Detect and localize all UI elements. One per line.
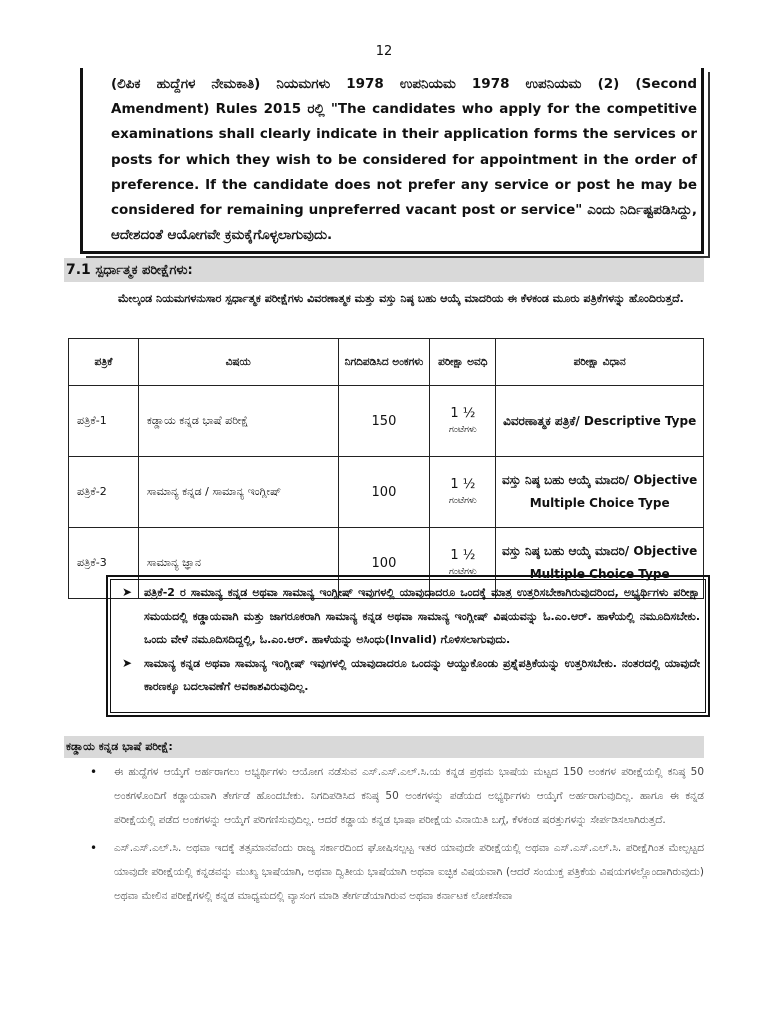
header-method: ಪರೀಕ್ಷಾ ವಿಧಾನ bbox=[496, 339, 704, 386]
bullet-dot-icon: • bbox=[90, 765, 98, 779]
intro-paragraph: ಮೇಲ್ಕಂಡ ನಿಯಮಗಳನುಸಾರ ಸ್ಪರ್ಧಾತ್ಮಕ ಪರೀಕ್ಷೆಗಳು ವಿವರಣಾತ್ಮಕ ಮತ್ತು ವಸ್ತು ನಿಷ್ಠ ಬಹು ಆಯ್ಕೆ ಮಾದರಿಯ ಈ ಕೆಳಕಂಡ ಮೂರು ಪತ್ರಿಕೆಗಳನ್ನು ಹೊಂದಿರುತ್ತದೆ. bbox=[118, 292, 684, 305]
notes-box bbox=[106, 575, 710, 717]
header-subject: ವಿಷಯ bbox=[138, 339, 338, 386]
list-item bbox=[90, 836, 704, 908]
cell-method: ವಿವರಣಾತ್ಮಕ ಪತ್ರಿಕೆ/ Descriptive Type bbox=[496, 386, 704, 457]
duration-unit: ಗಂಟೆಗಳು bbox=[448, 425, 477, 435]
bullet-list bbox=[90, 760, 704, 912]
duration-value: 1 ½ bbox=[450, 548, 476, 563]
note-text: ಸಾಮಾನ್ಯ ಕನ್ನಡ ಅಥವಾ ಸಾಮಾನ್ಯ ಇಂಗ್ಲೀಷ್ ಇವುಗಳಲ್ಲಿ ಯಾವುದಾದರೂ ಒಂದನ್ನು ಆಯ್ದುಕೊಂಡು ಪ್ರಶ್ನೆಪತ್ರಿಕೆಯನ್ನು ಉತ್ತರಿಸಬೇಕು. ನಂತರದಲ್ಲಿ ಯಾವುದೇ ಕಾರಣಕ್ಕೂ ಬದಲಾವಣೆಗೆ ಅವಕಾಶವಿರುವುದಿಲ್ಲ. bbox=[144, 656, 700, 693]
header-marks: ನಿಗದಿಪಡಿಸಿದ ಅಂಕಗಳು bbox=[338, 339, 430, 386]
list-item-text: ಎಸ್.ಎಸ್.ಎಲ್.ಸಿ. ಅಥವಾ ಇದಕ್ಕೆ ತತ್ಸಮಾನವೆಂದು ರಾಜ್ಯ ಸರ್ಕಾರದಿಂದ ಘೋಷಿಸಲ್ಪಟ್ಟ ಇತರ ಯಾವುದೇ ಪರೀಕ್ಷೆಯಲ್ಲಿ ಅಥವಾ ಎಸ್.ಎಸ್.ಎಲ್.ಸಿ. ಪರೀಕ್ಷೆಗಿಂತ ಮೇಲ್ಪಟ್ಟದ ಯಾವುದೇ ಪರೀಕ್ಷೆಯಲ್ಲಿ ಕನ್ನಡವನ್ನು ಮುಖ್ಯ ಭಾಷೆಯಾಗಿ, ಅಥವಾ ದ್ವಿತೀಯ ಭಾಷೆಯಾಗಿ ಅಥವಾ ಐಚ್ಛಿಕ ವಿಷಯವಾಗಿ (ಆದರೆ ಸಂಯುಕ್ತ ಪತ್ರಿಕೆಯ ವಿಷಯಗಳಲ್ಲೊಂದಾಗಿರುವುದು) ಅಥವಾ ಮೇಲಿನ ಪರೀಕ್ಷೆಗಳಲ್ಲಿ ಕನ್ನಡ ಮಾಧ್ಯಮದಲ್ಲಿ ವ್ಯಾಸಂಗ ಮಾಡಿ ತೇರ್ಗಡೆಯಾಗಿರುವ ಅಥವಾ ಕರ್ನಾಟಕ ಲೋಕಸೇವಾ bbox=[114, 842, 704, 902]
cell-marks: 100 bbox=[338, 528, 430, 599]
duration-value: 1 ½ bbox=[450, 477, 476, 492]
section-title: ಸ್ಪರ್ಧಾತ್ಮಕ ಪರೀಕ್ಷೆಗಳು: bbox=[95, 263, 193, 278]
duration-value: 1 ½ bbox=[450, 406, 476, 421]
list-item bbox=[90, 760, 704, 832]
table-row bbox=[69, 386, 704, 457]
duration-unit: ಗಂಟೆಗಳು bbox=[448, 567, 477, 577]
section-heading bbox=[64, 258, 704, 282]
cell-method: ವಸ್ತು ನಿಷ್ಠ ಬಹು ಆಯ್ಕೆ ಮಾದರಿ/ Objective Multiple Choice Type bbox=[496, 528, 704, 599]
cell-marks: 150 bbox=[338, 386, 430, 457]
bullet-dot-icon: • bbox=[90, 841, 98, 855]
cell-method: ವಸ್ತು ನಿಷ್ಠ ಬಹು ಆಯ್ಕೆ ಮಾದರಿ/ Objective Multiple Choice Type bbox=[496, 457, 704, 528]
note-text: ಪತ್ರಿಕೆ-2 ರ ಸಾಮಾನ್ಯ ಕನ್ನಡ ಅಥವಾ ಸಾಮಾನ್ಯ ಇಂಗ್ಲೀಷ್ ಇವುಗಳಲ್ಲಿ ಯಾವುದಾದರೂ ಒಂದಕ್ಕೆ ಮಾತ್ರ ಉತ್ತರಿಸಬೇಕಾಗಿರುವುದರಿಂದ, ಅಭ್ಯರ್ಥಿಗಳು ಪರೀಕ್ಷಾ ಸಮಯದಲ್ಲಿ ಕಡ್ಡಾಯವಾಗಿ ಮತ್ತು ಜಾಗರೂಕರಾಗಿ ಸಾಮಾನ್ಯ ಕನ್ನಡ ಅಥವಾ ಸಾಮಾನ್ಯ ಇಂಗ್ಲೀಷ್ ವಿಷಯವನ್ನು ಓ.ಎಂ.ಆರ್. ಹಾಳೆಯಲ್ಲಿ ನಮೂದಿಸಬೇಕು. ಒಂದು ವೇಳೆ ನಮೂದಿಸದಿದ್ದಲ್ಲಿ, ಓ.ಎಂ.ಆರ್. ಹಾಳೆಯನ್ನು ಅಸಿಂಧು(Invalid) ಗೊಳಿಸಲಾಗುವುದು. bbox=[144, 586, 700, 646]
section-number: 7.1 bbox=[66, 262, 91, 278]
page-number: 12 bbox=[375, 44, 393, 59]
subsection-heading: ಕಡ್ಡಾಯ ಕನ್ನಡ ಭಾಷೆ ಪರೀಕ್ಷೆ: bbox=[64, 736, 704, 758]
arrow-bullet-icon: ➤ bbox=[122, 585, 133, 599]
arrow-bullet-icon: ➤ bbox=[122, 655, 133, 670]
header-duration: ಪರೀಕ್ಷಾ ಅವಧಿ bbox=[430, 339, 496, 386]
table-row bbox=[69, 457, 704, 528]
cell-duration bbox=[430, 386, 496, 457]
papers-table bbox=[68, 338, 704, 599]
cell-paper: ಪತ್ರಿಕೆ-1 bbox=[69, 386, 139, 457]
cell-duration bbox=[430, 457, 496, 528]
cell-subject: ಕಡ್ಡಾಯ ಕನ್ನಡ ಭಾಷೆ ಪರೀಕ್ಷೆ bbox=[138, 386, 338, 457]
note-item bbox=[122, 652, 700, 699]
table-header-row bbox=[69, 339, 704, 386]
rule-text: (ಲಿಪಿಕ ಹುದ್ದೆಗಳ ನೇಮಕಾತಿ) ನಿಯಮಗಳು 1978 ಉಪನಿಯಮ 1978 ಉಪನಿಯಮ (2) (Second Amendment) Rules 2015 ರಲ್ಲಿ "The candidates who apply for the competitive examinations shall clearly indicate in their application forms the services or posts for which they wish to be considered for appointment in the order of preference. If the candidate does not prefer any service or post he may be considered for remaining unpreferred vacant post or service" ಎಂದು ನಿರ್ದಿಷ್ಟಪಡಿಸಿದ್ದು, ಆದೇಶದಂತೆ ಆಯೋಗವೇ ಕ್ರಮಕೈಗೊಳ್ಳಲಾಗುವುದು. bbox=[111, 76, 697, 244]
list-item-text: ಈ ಹುದ್ದೆಗಳ ಆಯ್ಕೆಗೆ ಅರ್ಹರಾಗಲು ಅಭ್ಯರ್ಥಿಗಳು ಆಯೋಗ ನಡೆಸುವ ಎಸ್.ಎಸ್.ಎಲ್.ಸಿ.ಯ ಕನ್ನಡ ಪ್ರಥಮ ಭಾಷೆಯ ಮಟ್ಟದ 150 ಅಂಕಗಳ ಪರೀಕ್ಷೆಯಲ್ಲಿ ಕನಿಷ್ಠ 50 ಅಂಕಗಳೊಂದಿಗೆ ಕಡ್ಡಾಯವಾಗಿ ತೇರ್ಗಡೆ ಹೊಂದಬೇಕು. ನಿಗದಿಪಡಿಸಿದ ಕನಿಷ್ಠ 50 ಅಂಕಗಳನ್ನು ಪಡೆಯದ ಅಭ್ಯರ್ಥಿಗಳು ಆಯ್ಕೆಗೆ ಅರ್ಹರಾಗುವುದಿಲ್ಲ. ಹಾಗೂ ಈ ಕನ್ನಡ ಪರೀಕ್ಷೆಯಲ್ಲಿ ಪಡೆದ ಅಂಕಗಳನ್ನು ಆಯ್ಕೆಗೆ ಪರಿಗಣಿಸುವುದಿಲ್ಲ. ಆದರೆ ಕಡ್ಡಾಯ ಕನ್ನಡ ಭಾಷಾ ಪರೀಕ್ಷೆಯ ವಿನಾಯಿತಿ ಬಗ್ಗೆ, ಕೆಳಕಂಡ ಷರತ್ತುಗಳನ್ನು ಸೇರ್ಪಡಿಸಲಾಗಿರುತ್ತದೆ. bbox=[114, 766, 704, 826]
rule-box bbox=[80, 68, 704, 254]
cell-subject: ಸಾಮಾನ್ಯ ಕನ್ನಡ / ಸಾಮಾನ್ಯ ಇಂಗ್ಲೀಷ್ bbox=[138, 457, 338, 528]
cell-paper: ಪತ್ರಿಕೆ-2 bbox=[69, 457, 139, 528]
duration-unit: ಗಂಟೆಗಳು bbox=[448, 496, 477, 506]
cell-marks: 100 bbox=[338, 457, 430, 528]
cell-paper: ಪತ್ರಿಕೆ-3 bbox=[69, 528, 139, 599]
note-item bbox=[122, 581, 700, 652]
cell-subject: ಸಾಮಾನ್ಯ ಜ್ಞಾನ bbox=[138, 528, 338, 599]
header-paper: ಪತ್ರಿಕೆ bbox=[69, 339, 139, 386]
